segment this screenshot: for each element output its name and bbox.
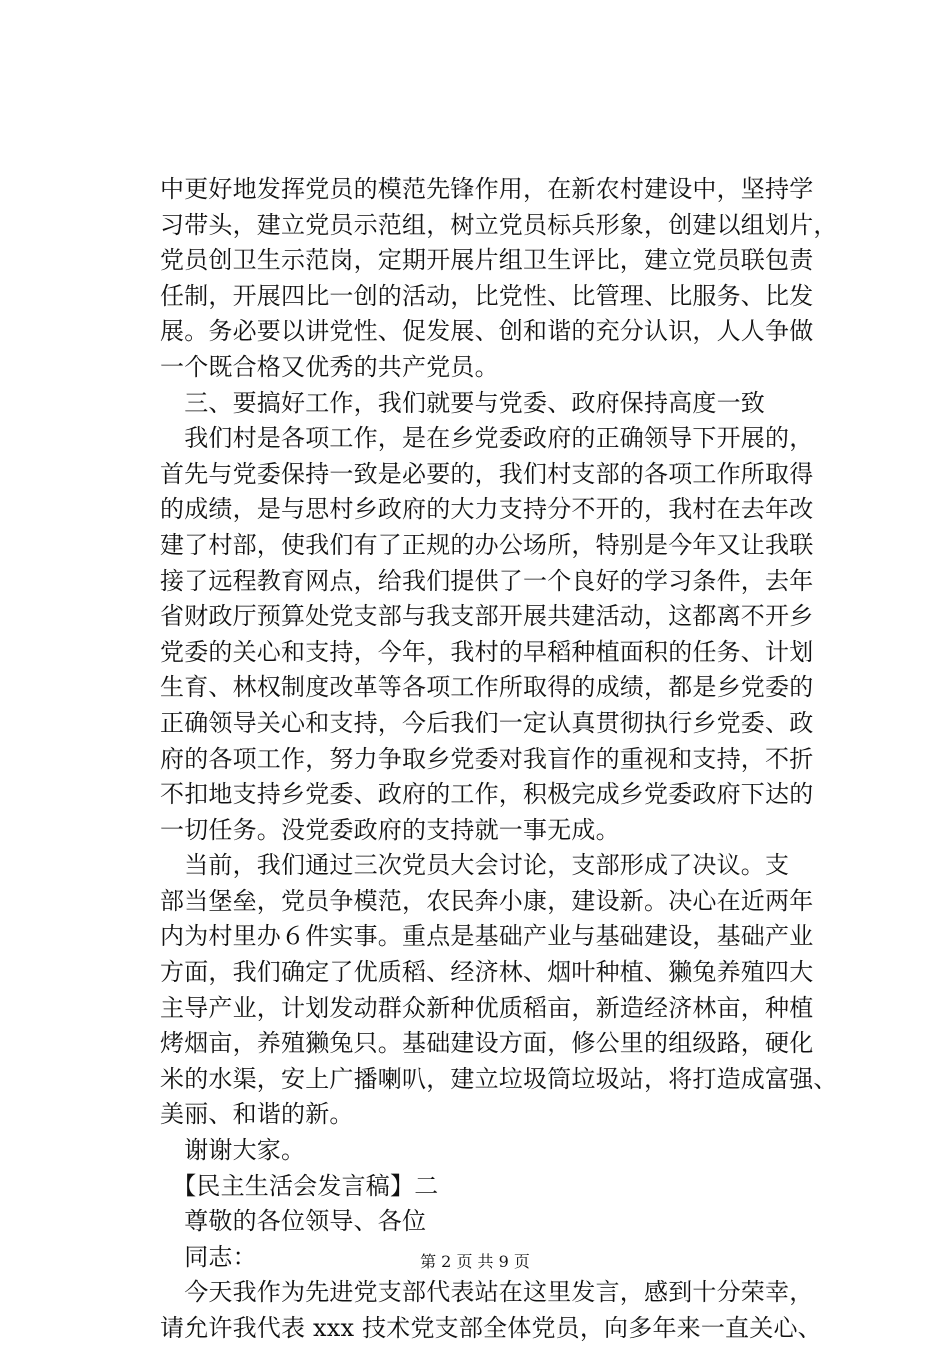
text-line: 党委的关心和支持，今年，我村的早稻种植面积的任务、计划 [160,637,814,666]
salutation-line: 尊敬的各位领导、各位 [160,1207,427,1236]
text-line: 美丽、和谐的新。 [160,1100,354,1129]
text-line: 首先与党委保持一致是必要的，我们村支部的各项工作所取得 [160,459,814,488]
text-line: 内为村里办６件实事。重点是基础产业与基础建设，基础产业 [160,922,814,951]
text-line: 请允许我代表 xxx 技术党支部全体党员，向多年来一直关心、 [160,1314,822,1342]
section-heading: 三、要搞好工作，我们就要与党委、政府保持高度一致 [160,388,765,417]
text-line: 一切任务。没党委政府的支持就一事无成。 [160,815,620,844]
text-line: 生育、林权制度改革等各项工作所取得的成绩，都是乡党委的 [160,673,814,702]
text-line: 建了村部，使我们有了正规的办公场所，特别是今年又让我联 [160,530,814,559]
text-line: 部当堡垒，党员争模范，农民奔小康，建设新。决心在近两年 [160,886,814,915]
text-line: 中更好地发挥党员的模范先锋作用，在新农村建设中，坚持学 [160,175,814,203]
text-line: 当前，我们通过三次党员大会讨论，支部形成了决议。支 [160,851,790,880]
text-line: 米的水渠，安上广播喇叭，建立垃圾筒垃圾站，将打造成富强、 [160,1064,838,1093]
text-line: 我们村是各项工作，是在乡党委政府的正确领导下开展的， [160,424,814,453]
text-line: 的成绩，是与思村乡政府的大力支持分不开的，我村在去年改 [160,495,814,524]
text-line: 主导产业，计划发动群众新种优质稻亩，新造经济林亩，种植 [160,993,814,1022]
closing-line: 谢谢大家。 [160,1136,306,1165]
text-line: 今天我作为先进党支部代表站在这里发言，感到十分荣幸， [160,1278,814,1307]
text-line: 省财政厅预算处党支部与我支部开展共建活动，这都离不开乡 [160,602,814,631]
text-line: 接了远程教育网点，给我们提供了一个良好的学习条件，去年 [160,566,814,595]
text-line: 习带头，建立党员示范组，树立党员标兵形象，创建以组划片， [160,210,838,239]
text-line: 任制，开展四比一创的活动，比党性、比管理、比服务、比发 [160,281,814,310]
page-number-footer: 第 2 页 共 9 页 [420,1252,530,1271]
text-line: 展。务必要以讲党性、促发展、创和谐的充分认识，人人争做 [160,317,814,346]
text-line: 党员创卫生示范岗，定期开展片组卫生评比，建立党员联包责 [160,246,814,275]
text-line: 不扣地支持乡党委、政府的工作，积极完成乡党委政府下达的 [160,780,814,809]
text-line: 府的各项工作，努力争取乡党委对我盲作的重视和支持，不折 [160,744,814,773]
salutation-line: 同志： [160,1242,257,1271]
section-title: 【民主生活会发言稿】二 [160,1171,439,1200]
text-line: 方面，我们确定了优质稻、经济林、烟叶种植、獭兔养殖四大 [160,958,814,987]
text-line: 一个既合格又优秀的共产党员。 [160,352,499,381]
document-body [160,172,860,1347]
text-line: 正确领导关心和支持，今后我们一定认真贯彻执行乡党委、政 [160,708,814,737]
text-line: 烤烟亩，养殖獭兔只。基础建设方面，修公里的组级路，硬化 [160,1029,814,1058]
